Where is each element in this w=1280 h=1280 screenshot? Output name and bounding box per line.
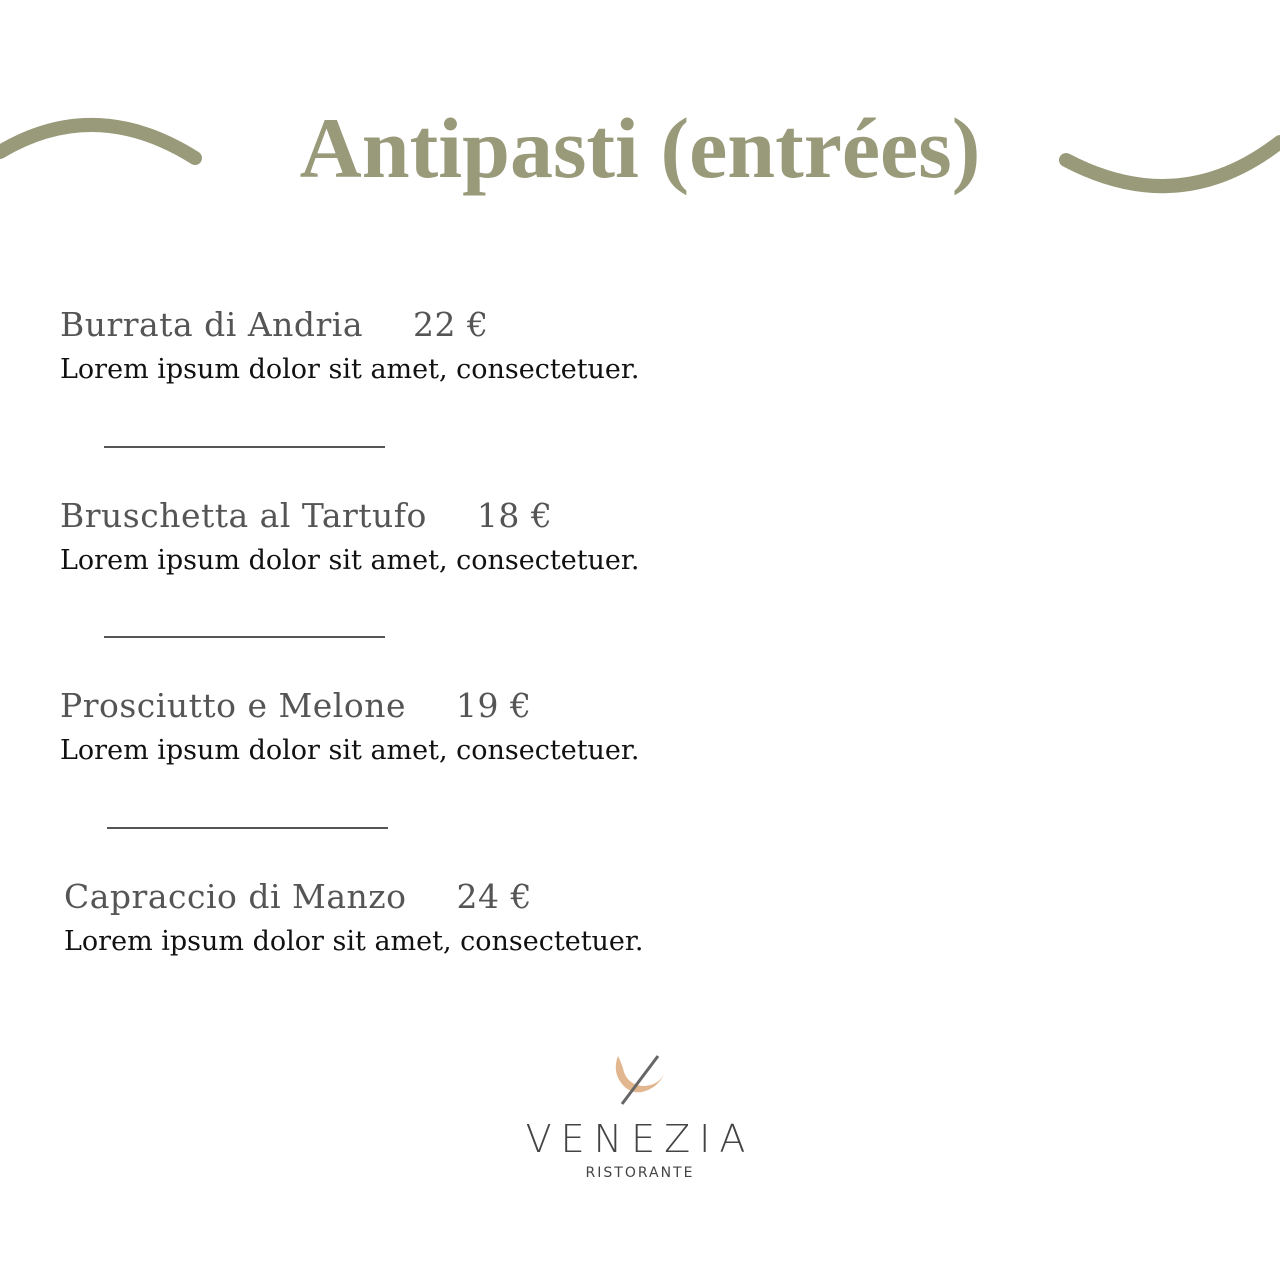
item-price: 24 €: [456, 877, 532, 916]
divider: [107, 827, 388, 829]
menu-item: [60, 686, 639, 768]
logo-subtitle: RISTORANTE: [585, 1165, 695, 1181]
restaurant-logo: [500, 1050, 780, 1181]
item-price: 19 €: [456, 686, 532, 725]
item-price: 18 €: [476, 496, 553, 535]
menu-item: [64, 877, 643, 959]
divider: [104, 446, 385, 448]
menu-item: [60, 305, 639, 387]
item-description: Lorem ipsum dolor sit amet, consectetuer.: [64, 926, 644, 957]
divider: [104, 636, 385, 638]
page-title: Antipasti (entrées): [299, 100, 981, 196]
item-name: Capraccio di Manzo: [64, 877, 407, 916]
item-description: Lorem ipsum dolor sit amet, consectetuer.: [60, 735, 640, 766]
item-name: Bruschetta al Tartufo: [60, 496, 427, 535]
item-name: Prosciutto e Melone: [60, 686, 406, 725]
item-name: Burrata di Andria: [60, 305, 364, 344]
logo-emblem-icon: [600, 1050, 680, 1110]
menu-item: [60, 496, 639, 578]
item-description: Lorem ipsum dolor sit amet, consectetuer.: [60, 354, 640, 385]
item-price: 22 €: [413, 305, 489, 344]
logo-name: VENEZIA: [525, 1117, 755, 1161]
item-description: Lorem ipsum dolor sit amet, consectetuer.: [60, 545, 640, 576]
